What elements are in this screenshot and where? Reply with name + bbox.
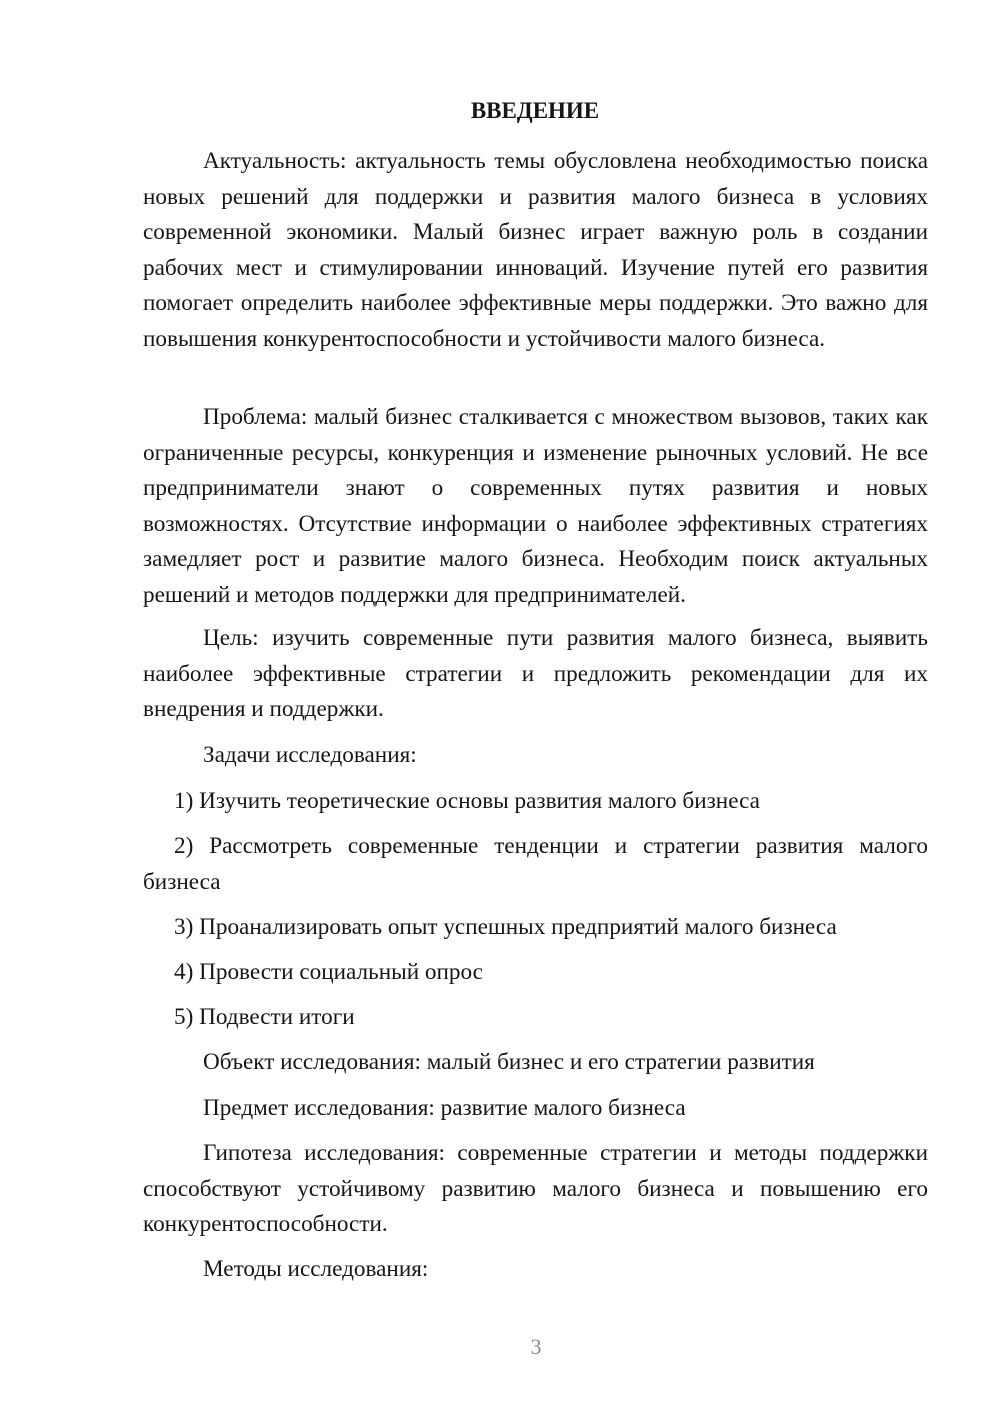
task-item-5: 5) Подвести итоги [174,1004,355,1030]
paragraph-subject: Предмет исследования: развитие малого бизнеса [203,1095,686,1121]
page-number: 3 [530,1334,542,1359]
task-item-2: 2) Рассмотреть современные тенденции и стратегии развития малого бизнеса [143,833,928,895]
task-item-4: 4) Провести социальный опрос [174,959,483,985]
task-item-1: 1) Изучить теоретические основы развития малого бизнеса [174,788,760,814]
paragraph-object: Объект исследования: малый бизнес и его стратегии развития [203,1049,815,1075]
paragraph-goal: Цель: изучить современные пути развития малого бизнеса, выявить наиболее эффективные стратегии и предложить рекомендации для их внедрения и поддержки. [143,625,928,722]
paragraph-problem: Проблема: малый бизнес сталкивается с множеством вызовов, таких как ограниченные ресурсы, конкуренция и изменение рыночных условий. Не все предприниматели знают о современных путях развития и новых возможностях. Отсутствие информации о наиболее эффективных стратегиях замедляет рост и развитие малого бизнеса. Необходим поиск актуальных решений и методов поддержки для предпринимателей. [143,404,928,608]
paragraph-hypothesis: Гипотеза исследования: современные стратегии и методы поддержки способствуют устойчивому развитию малого бизнеса и повышению его конкурентоспособности. [143,1140,928,1237]
page-title: ВВЕДЕНИЕ [470,98,600,123]
task-item-3: 3) Проанализировать опыт успешных предприятий малого бизнеса [174,914,837,940]
paragraph-relevance: Актуальность: актуальность темы обусловлена необходимостью поиска новых решений для поддержки и развития малого бизнеса в условиях современной экономики. Малый бизнес играет важную роль в создании рабочих мест и стимулировании инноваций. Изучение путей его развития помогает определить наиболее эффективные меры поддержки. Это важно для повышения конкурентоспособности и устойчивости малого бизнеса. [143,148,928,352]
methods-heading: Методы исследования: [203,1256,429,1282]
tasks-heading: Задачи исследования: [203,742,417,768]
